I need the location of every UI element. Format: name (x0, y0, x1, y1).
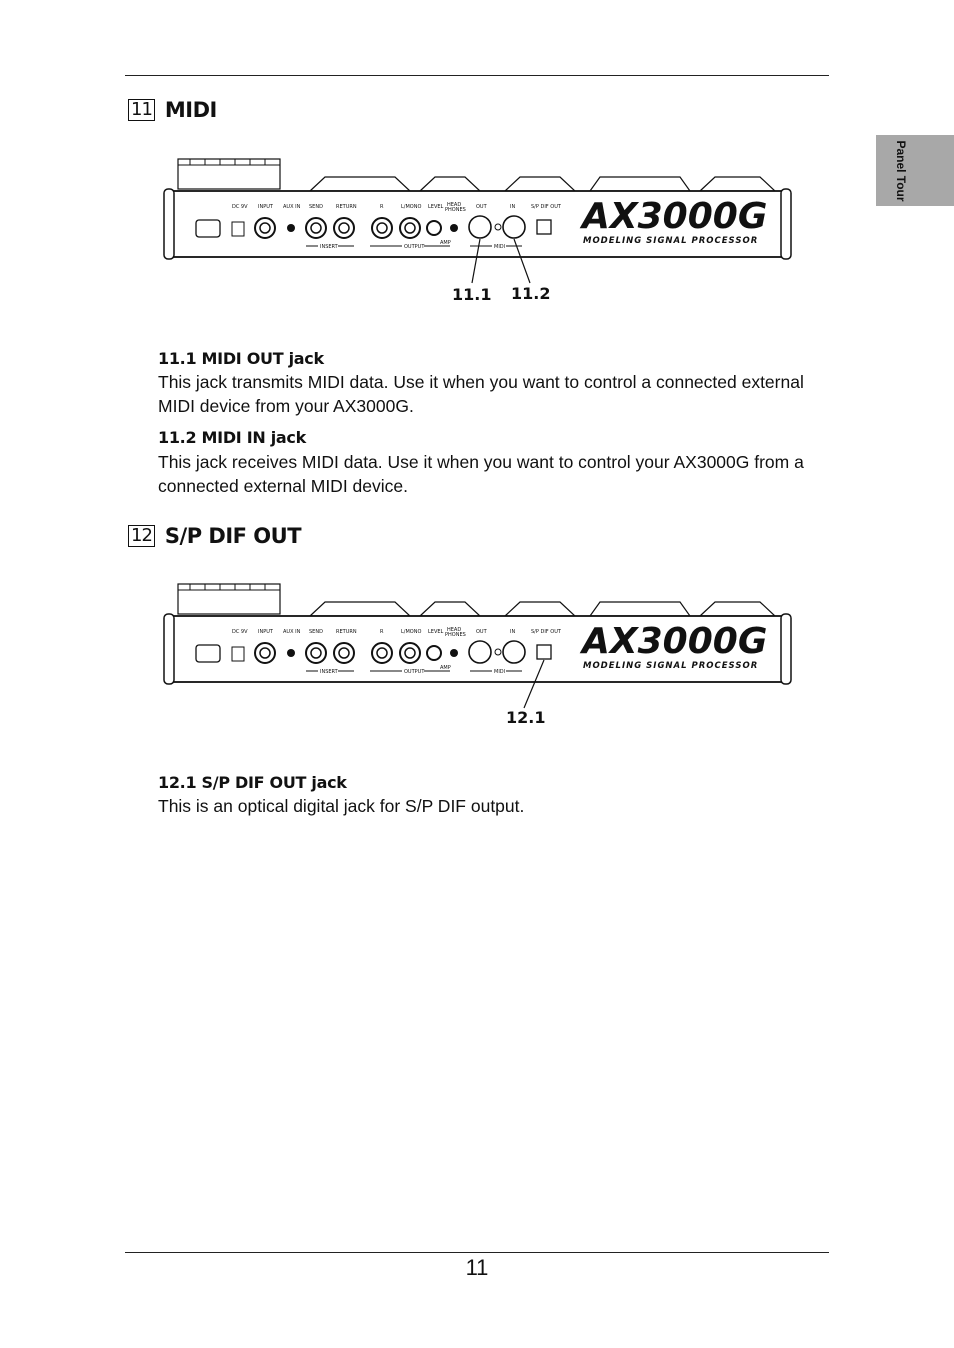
item-11-1-heading: 11.1 MIDI OUT jack (158, 349, 324, 368)
svg-text:SEND: SEND (309, 629, 323, 635)
panel-figure-spdif (160, 580, 800, 745)
label-phones: PHONES (445, 207, 466, 213)
svg-text:RETURN: RETURN (336, 629, 357, 635)
label-midi: MIDI (494, 244, 506, 250)
svg-text:AX3000G: AX3000G (582, 621, 768, 662)
item-11-2-heading: 11.2 MIDI IN jack (158, 428, 306, 447)
svg-text:INSERT: INSERT (320, 669, 338, 675)
section-12-title: S/P DIF OUT (164, 524, 302, 548)
svg-text:PHONES: PHONES (445, 632, 466, 638)
section-11-heading (128, 98, 217, 122)
label-output: OUTPUT (404, 244, 425, 250)
brand-logo: AX3000G (582, 196, 768, 237)
svg-text:LEVEL: LEVEL (428, 629, 444, 635)
label-out: OUT (476, 204, 487, 210)
svg-text:IN: IN (510, 629, 516, 635)
svg-text:AMP: AMP (440, 665, 451, 671)
label-insert: INSERT (320, 244, 338, 250)
section-11-number: 11 (128, 99, 155, 121)
rear-panel-illustration (160, 580, 800, 740)
item-12-1-text: This is an optical digital jack for S/P DIF output. (158, 796, 525, 816)
label-return: RETURN (336, 204, 357, 210)
callout-11-2: 11.2 (511, 284, 551, 303)
top-rule (125, 75, 829, 76)
label-in: IN (510, 204, 516, 210)
side-tab (876, 135, 954, 206)
svg-text:INPUT: INPUT (258, 629, 273, 635)
label-input: INPUT (258, 204, 273, 210)
svg-text:OUTPUT: OUTPUT (404, 669, 425, 675)
svg-text:AUX IN: AUX IN (283, 629, 301, 635)
svg-text:HEAD: HEAD (447, 627, 462, 633)
svg-text:S/P DIF OUT: S/P DIF OUT (531, 629, 561, 635)
svg-text:DC 9V: DC 9V (232, 629, 248, 635)
callout-12-1: 12.1 (506, 708, 546, 727)
label-spdif: S/P DIF OUT (531, 204, 561, 210)
svg-text:OUT: OUT (476, 629, 487, 635)
svg-text:MODELING SIGNAL PROCESSOR: MODELING SIGNAL PROCESSOR (583, 661, 759, 671)
callout-11-1: 11.1 (452, 285, 492, 304)
section-11-title: MIDI (164, 98, 217, 122)
label-amp: AMP (440, 240, 451, 246)
svg-text:R: R (380, 629, 384, 635)
label-dc: DC 9V (232, 204, 248, 210)
section-12-number: 12 (128, 525, 155, 547)
label-head: HEAD (447, 202, 462, 208)
brand-subtitle: MODELING SIGNAL PROCESSOR (583, 236, 759, 246)
label-lmono: L/MONO (401, 204, 422, 210)
label-level: LEVEL (428, 204, 444, 210)
item-11-1-text: This jack transmits MIDI data. Use it when you want to control a connected external MIDI device from your AX3000G. (158, 372, 804, 416)
label-aux: AUX IN (283, 204, 301, 210)
item-11-2-text: This jack receives MIDI data. Use it when you want to control your AX3000G from a connected external MIDI device. (158, 452, 804, 496)
item-12-1-heading: 12.1 S/P DIF OUT jack (158, 773, 347, 792)
svg-text:MIDI: MIDI (494, 669, 506, 675)
section-12-heading (128, 524, 301, 548)
side-tab-label: Panel Tour (894, 140, 908, 202)
label-r: R (380, 204, 384, 210)
page-number: 11 (465, 1255, 489, 1280)
label-send: SEND (309, 204, 323, 210)
svg-text:L/MONO: L/MONO (401, 629, 422, 635)
bottom-rule (125, 1252, 829, 1253)
